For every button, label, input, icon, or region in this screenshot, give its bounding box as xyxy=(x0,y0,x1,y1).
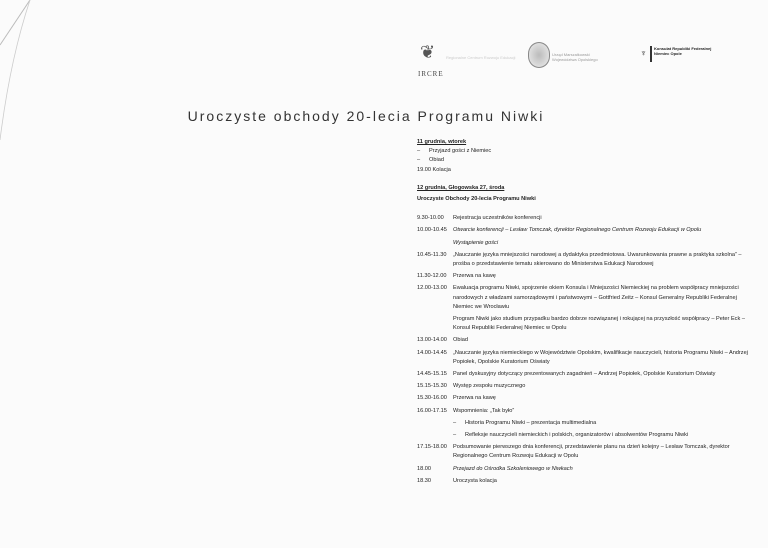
program-content xyxy=(417,138,757,489)
day1-heading: 11 grudnia, wtorek xyxy=(417,139,467,145)
day1-dinner: 19.00 Kolacja xyxy=(417,166,451,173)
rcre-logo xyxy=(418,40,518,80)
schedule-row: 14.00-14.45 „Nauczanie języka niemieckiego w Województwie Opolskim, kwalifikacje nauczycieli, historia Programu Niwki – Andrzej Popiołek, Opolskie Kuratorium Oświaty xyxy=(417,349,748,365)
tree-icon: ❦ xyxy=(420,42,436,62)
schedule-row: 10.45-11.30 „Nauczanie języka mniejszości narodowej a dydaktyka przedmiotowa. Uwarunkowania prawne a praktyka szkolna” – prośba o przedstawienie tematu skierowano do Ministerstwa Edukacji Narodowej xyxy=(417,251,742,268)
voivodeship-logo-text: Urząd Marszałkowski Województwa Opolskiego xyxy=(552,52,598,62)
schedule-row: 10.00-10.45 Otwarcie konferencji – Lesław Tomczak, dyrektor Regionalnego Centrum Rozwoju Edukacji w Opolu xyxy=(417,227,702,234)
schedule-row: 9.30-10.00 Rejestracja uczestników konferencji xyxy=(417,215,542,222)
schedule-row: 18.30 Uroczysta kolacja xyxy=(417,477,497,484)
schedule-row: 15.30-16.00 Przerwa na kawę xyxy=(417,395,496,402)
voivodeship-logo xyxy=(528,42,608,72)
rcre-logo-caption: IRCRE xyxy=(418,70,444,78)
consulate-logo-text: Konsulat Republiki Federalnej Niemiec Opole xyxy=(654,46,712,56)
schedule-row: Program Niwki jako studium przypadku bardzo dobrze rozwiązanej i rokującej na przyszłość współpracy – Peter Eck – Konsul Republiki Federalnej Niemiec w Opolu xyxy=(453,316,745,332)
seal-icon xyxy=(528,42,550,68)
schedule-row: 12.00-13.00 Ewaluacja programu Niwki, spojrzenie okiem Konsula i Mniejszości Niemieckiej na problem współpracy mniejszości narodowych z władzami samorządowymi i państwowymi – Gottfried Zeitz – Konsul Generalny Republiki Federalnej Niemiec we Wrocławiu xyxy=(417,285,739,310)
page-fold-shadow xyxy=(0,0,60,140)
consulate-logo xyxy=(640,46,720,66)
day1-item: – Przyjazd gości z Niemiec xyxy=(417,147,757,156)
rcre-logo-faint-text: Regionalne Centrum Rozwoju Edukacji xyxy=(446,55,516,60)
schedule-row: 13.00-14.00 Obiad xyxy=(417,337,468,344)
schedule-row: 15.15-15.30 Występ zespołu muzycznego xyxy=(417,383,526,390)
schedule-row: – Historia Programu Niwki – prezentacja multimedialna xyxy=(417,419,757,428)
schedule-row: 16.00-17.15 Wspomnienia: „Tak było” xyxy=(417,407,515,414)
document-title: Uroczyste obchody 20-lecia Programu Niwki xyxy=(187,108,545,124)
day1-item: – Obiad xyxy=(417,156,757,165)
day2-subheading: Uroczyste Obchody 20-lecia Programu Niwki xyxy=(417,196,536,203)
flag-bar xyxy=(650,46,652,62)
schedule-list xyxy=(417,214,757,486)
schedule-row: 18.00 Przejazd do Ośrodka Szkoleniowego w Niwkach xyxy=(417,465,573,472)
logo-strip xyxy=(418,40,718,80)
schedule-row: Wystąpienie gości xyxy=(453,239,499,246)
schedule-row: – Refleksje nauczycieli niemieckich i polskich, organizatorów i absolwentów Programu Niwki xyxy=(417,431,757,440)
day2-heading: 12 grudnia, Głogowska 27, środa xyxy=(417,184,505,191)
schedule-row: 11.30-12.00 Przerwa na kawę xyxy=(417,273,496,280)
schedule-row: 14.45-15.15 Panel dyskusyjny dotyczący prezentowanych zagadnień – Andrzej Popiołek, Opolskie Kuratorium Oświaty xyxy=(417,371,716,378)
schedule-row: 17.15-18.00 Podsumowanie pierwszego dnia konferencji, przedstawienie planu na dzień kolejny – Lesław Tomczak, dyrektor Regionalnego Centrum Rozwoju Edukacji w Opolu xyxy=(417,444,730,460)
eagle-icon: ♆ xyxy=(640,48,647,58)
